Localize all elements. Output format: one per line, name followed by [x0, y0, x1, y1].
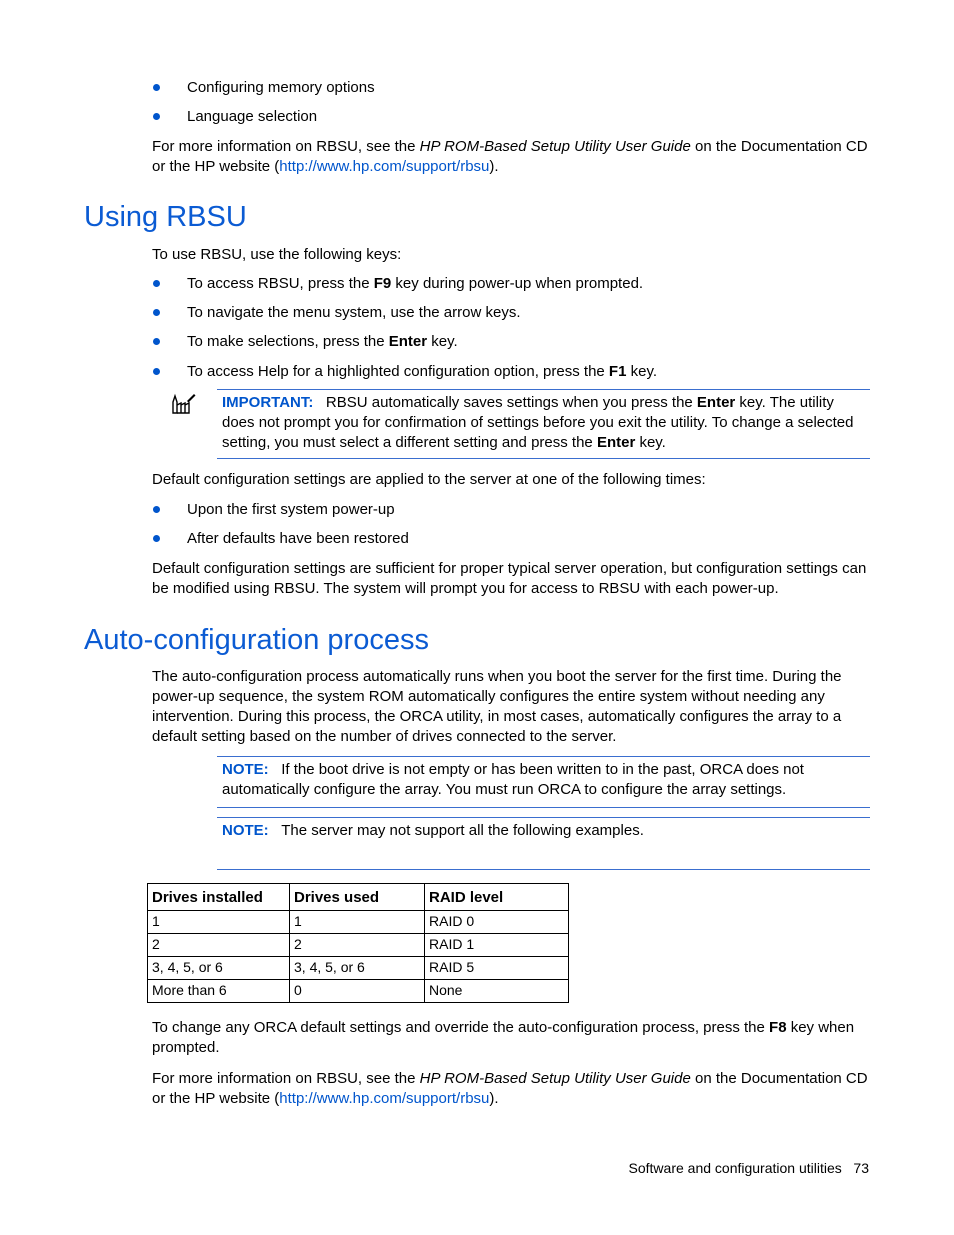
table-cell: 1 [148, 911, 290, 934]
rbsu-link[interactable]: http://www.hp.com/support/rbsu [279, 1090, 490, 1107]
defaults-intro: Default configuration settings are applied to the server at one of the following times: [152, 471, 706, 488]
table-cell: 3, 4, 5, or 6 [290, 957, 425, 980]
table-cell: None [425, 980, 569, 1003]
note-label: NOTE: [222, 822, 269, 839]
raid-table [147, 883, 569, 1003]
list-item: To navigate the menu system, use the arrow keys. [187, 304, 521, 321]
more-info-paragraph: For more information on RBSU, see the HP ROM-Based Setup Utility User Guide on the Documentation CD or the HP website (http://www.hp.com/support/rbsu). [152, 1070, 868, 1107]
bullet-dot-icon [153, 309, 160, 316]
table-cell: 2 [148, 934, 290, 957]
table-cell: 3, 4, 5, or 6 [148, 957, 290, 980]
more-info-paragraph: For more information on RBSU, see the HP ROM-Based Setup Utility User Guide on the Documentation CD or the HP website (http://www.hp.com/support/rbsu). [152, 138, 868, 175]
bullet-dot-icon [153, 338, 160, 345]
column-header: Drives installed [148, 884, 290, 911]
bullet-dot-icon [153, 368, 160, 375]
table-cell: RAID 5 [425, 957, 569, 980]
list-item: To access RBSU, press the F9 key during power-up when prompted. [187, 275, 644, 292]
list-item: To access Help for a highlighted configuration option, press the F1 key. [187, 363, 658, 380]
list-item: Configuring memory options [187, 79, 375, 96]
table-cell: RAID 1 [425, 934, 569, 957]
divider [217, 756, 870, 757]
section-heading-using-rbsu: Using RBSU [84, 201, 247, 233]
divider [217, 817, 870, 818]
list-item: Upon the first system power-up [187, 501, 395, 518]
divider [217, 458, 870, 459]
note-examples: NOTE: The server may not support all the following examples. [222, 822, 644, 839]
defaults-paragraph: Default configuration settings are sufficient for proper typical server operation, but configuration settings can be modified using RBSU. The system will prompt you for access to RBSU with each power-up. [152, 560, 867, 597]
divider [217, 869, 870, 870]
list-item: To make selections, press the Enter key. [187, 333, 458, 350]
intro-text: To use RBSU, use the following keys: [152, 246, 402, 263]
override-paragraph: To change any ORCA default settings and override the auto-configuration process, press the F8 key when prompted. [152, 1019, 855, 1056]
footer-section-title: Software and configuration utilities [628, 1160, 842, 1176]
bullet-dot-icon [153, 113, 160, 120]
important-label: IMPORTANT: [222, 394, 314, 411]
section-heading-auto-configuration: Auto-configuration process [84, 624, 429, 656]
table-cell: 2 [290, 934, 425, 957]
table-cell: 0 [290, 980, 425, 1003]
table-row [148, 934, 569, 957]
bullet-dot-icon [153, 280, 160, 287]
note-label: NOTE: [222, 761, 269, 778]
bullet-dot-icon [153, 506, 160, 513]
page-number: 73 [853, 1160, 869, 1176]
guide-title: HP ROM-Based Setup Utility User Guide [419, 138, 691, 155]
list-item: Language selection [187, 108, 318, 125]
rbsu-link[interactable]: http://www.hp.com/support/rbsu [279, 158, 490, 175]
auto-config-paragraph: The auto-configuration process automatically runs when you boot the server for the first time. During the power-up sequence, the system ROM automatically configures the entire system without needing any intervention. During this process, the ORCA utility, in most cases, automatically configures the array to a default setting based on the number of drives connected to the server. [152, 668, 842, 745]
page-footer [629, 1158, 869, 1178]
bullet-dot-icon [153, 535, 160, 542]
list-item: After defaults have been restored [187, 530, 409, 547]
column-header: Drives used [290, 884, 425, 911]
divider [217, 389, 870, 390]
table-row [148, 980, 569, 1003]
table-cell: More than 6 [148, 980, 290, 1003]
table-row [148, 957, 569, 980]
important-notice: IMPORTANT: RBSU automatically saves settings when you press the Enter key. The utility does not prompt you for confirmation of settings before you exit the utility. To change a selected setting, you must select a different setting and press the Enter key. [222, 394, 854, 451]
table-cell: RAID 0 [425, 911, 569, 934]
table-row [148, 911, 569, 934]
divider [217, 807, 870, 808]
bullet-dot-icon [153, 84, 160, 91]
hand-with-pencil-icon [170, 393, 196, 415]
guide-title: HP ROM-Based Setup Utility User Guide [419, 1070, 691, 1087]
note-boot-drive: NOTE: If the boot drive is not empty or has been written to in the past, ORCA does not automatically configure the array. You must run ORCA to configure the array settings. [222, 761, 804, 798]
table-header-row [148, 884, 569, 911]
table-cell: 1 [290, 911, 425, 934]
column-header: RAID level [425, 884, 569, 911]
